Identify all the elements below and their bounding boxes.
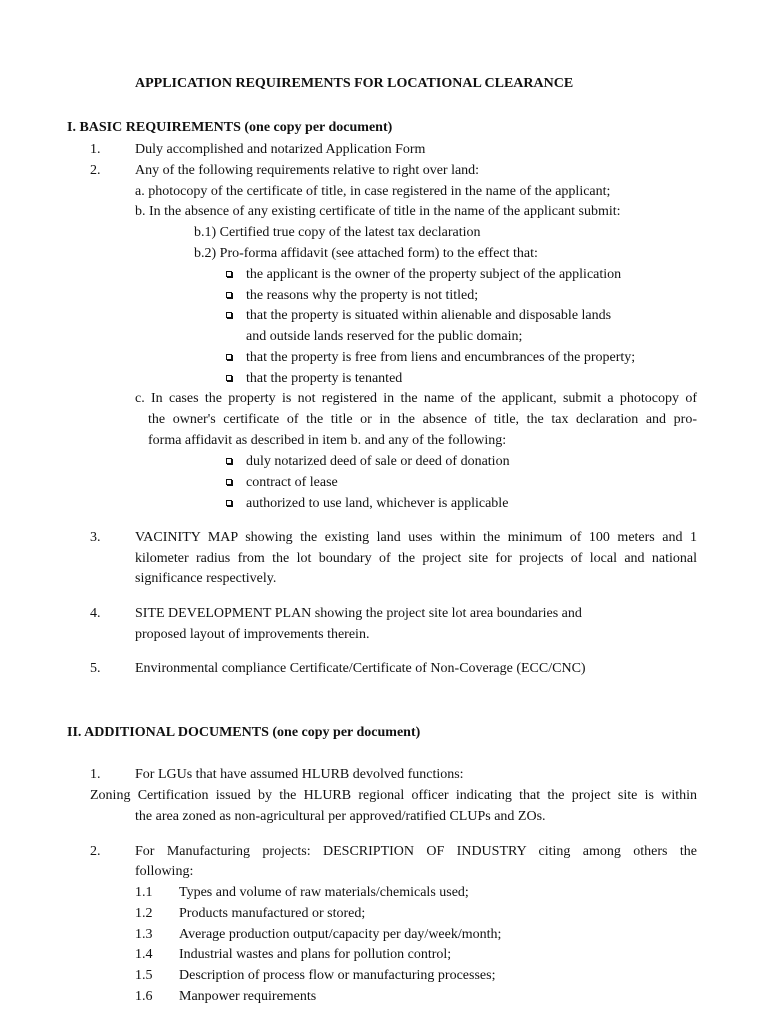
- subitem-c-line: the owner's certificate of the title or in the absence of title, the tax declaration and pro-: [148, 412, 697, 427]
- bullet-item: that the property is situated within alienable and disposable lands: [246, 308, 612, 323]
- checkbox-bullet-icon: [226, 354, 232, 360]
- subitem-text: Products manufactured or stored;: [179, 906, 366, 921]
- item-text: significance respectively.: [135, 571, 277, 586]
- subitem-number: 1.3: [135, 927, 153, 942]
- item-text: For LGUs that have assumed HLURB devolved functions:: [135, 767, 464, 782]
- bullet-item: contract of lease: [246, 475, 338, 490]
- item-text: SITE DEVELOPMENT PLAN showing the project site lot area boundaries and: [135, 606, 582, 621]
- subitem-b1: b.1) Certified true copy of the latest tax declaration: [194, 225, 481, 240]
- subitem-b2: b.2) Pro-forma affidavit (see attached form) to the effect that:: [194, 246, 538, 261]
- subitem-text: Manpower requirements: [179, 989, 317, 1004]
- subitem-number: 1.1: [135, 885, 153, 900]
- bullet-item: that the property is tenanted: [246, 371, 403, 386]
- subitem-text: Description of process flow or manufacturing processes;: [179, 968, 496, 983]
- bullet-item: that the property is free from liens and encumbrances of the property;: [246, 350, 636, 365]
- subitem-number: 1.4: [135, 947, 153, 962]
- subitem-number: 1.5: [135, 968, 153, 983]
- bullet-item: the reasons why the property is not titled;: [246, 288, 479, 303]
- item-number: 2.: [90, 844, 101, 859]
- checkbox-bullet-icon: [226, 292, 232, 298]
- subitem-a: a. photocopy of the certificate of title, in case registered in the name of the applicant;: [135, 184, 611, 199]
- item-text: Any of the following requirements relative to right over land:: [135, 163, 480, 178]
- checkbox-bullet-icon: [226, 312, 232, 318]
- item-number: 1.: [90, 142, 101, 157]
- bullet-item: duly notarized deed of sale or deed of donation: [246, 454, 510, 469]
- item-text: Environmental compliance Certificate/Certificate of Non-Coverage (ECC/CNC): [135, 661, 586, 676]
- checkbox-bullet-icon: [226, 375, 232, 381]
- subitem-text: Industrial wastes and plans for pollution control;: [179, 947, 452, 962]
- subitem-number: 1.6: [135, 989, 153, 1004]
- item-text: following:: [135, 864, 194, 879]
- subitem-text: Average production output/capacity per day/week/month;: [179, 927, 502, 942]
- page-title: APPLICATION REQUIREMENTS FOR LOCATIONAL CLEARANCE: [135, 76, 574, 91]
- item-text: VACINITY MAP showing the existing land uses within the minimum of 100 meters and 1: [135, 530, 697, 545]
- checkbox-bullet-icon: [226, 500, 232, 506]
- subitem-c-line: forma affidavit as described in item b. and any of the following:: [148, 433, 507, 448]
- item-number: 3.: [90, 530, 101, 545]
- zoning-text: Zoning Certification issued by the HLURB regional officer indicating that the project site is within: [90, 788, 697, 803]
- item-text: proposed layout of improvements therein.: [135, 627, 370, 642]
- subitem-number: 1.2: [135, 906, 153, 921]
- checkbox-bullet-icon: [226, 479, 232, 485]
- subitem-b: b. In the absence of any existing certificate of title in the name of the applicant submit:: [135, 204, 621, 219]
- item-text: kilometer radius from the lot boundary of the project site for projects of local and national: [135, 551, 697, 566]
- bullet-item: the applicant is the owner of the property subject of the application: [246, 267, 622, 282]
- section-heading-basic: I. BASIC REQUIREMENTS (one copy per document): [67, 120, 393, 135]
- checkbox-bullet-icon: [226, 271, 232, 277]
- bullet-item-continuation: and outside lands reserved for the public domain;: [246, 329, 523, 344]
- subitem-text: Types and volume of raw materials/chemicals used;: [179, 885, 469, 900]
- item-number: 4.: [90, 606, 101, 621]
- item-text: For Manufacturing projects: DESCRIPTION OF INDUSTRY citing among others the: [135, 844, 697, 859]
- item-number: 5.: [90, 661, 101, 676]
- item-number: 1.: [90, 767, 101, 782]
- section-heading-additional: II. ADDITIONAL DOCUMENTS (one copy per document): [67, 725, 421, 740]
- bullet-item: authorized to use land, whichever is applicable: [246, 496, 509, 511]
- checkbox-bullet-icon: [226, 458, 232, 464]
- subitem-c-line: c. In cases the property is not registered in the name of the applicant, submit a photocopy of: [135, 391, 697, 406]
- item-text: Duly accomplished and notarized Application Form: [135, 142, 426, 157]
- zoning-text: the area zoned as non-agricultural per approved/ratified CLUPs and ZOs.: [135, 809, 546, 824]
- item-number: 2.: [90, 163, 101, 178]
